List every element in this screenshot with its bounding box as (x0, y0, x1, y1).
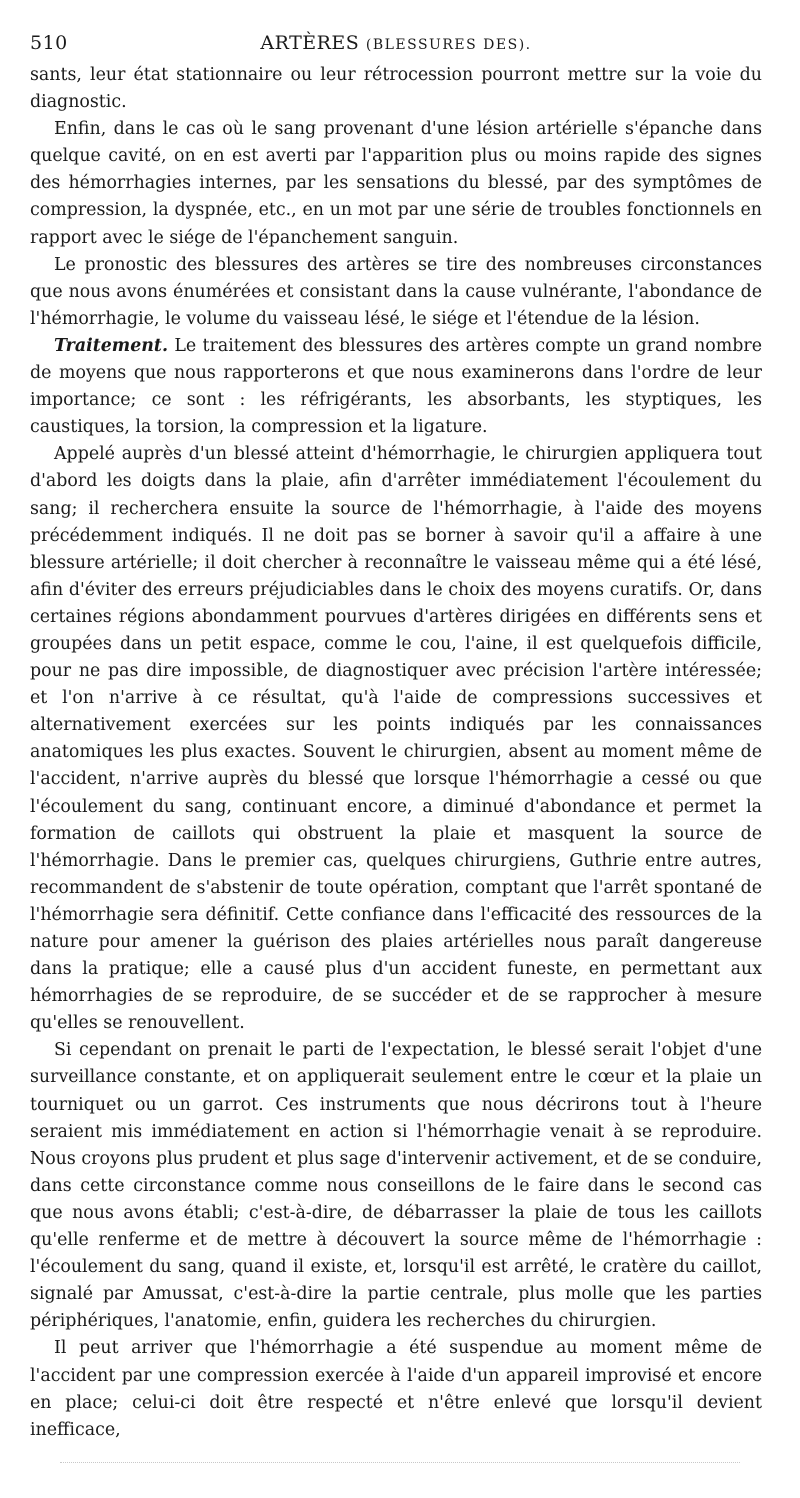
page-header (30, 32, 762, 62)
paragraph-surgeon-called: Appelé auprès d'un blessé atteint d'hémorrhagie, le chirurgien appliquera tout d'abord les doigts dans la plaie, afin d'arrêter immédiatement l'écoulement du sang; il recherchera ensuite la source de l'hémorrhagie, à l'aide des moyens précédemment indiqués. Il ne doit pas se borner à savoir qu'il a affaire à une blessure artérielle; il doit chercher à reconnaître le vaisseau même qui a été lésé, afin d'éviter des erreurs préjudiciables dans le choix des moyens curatifs. Or, dans certaines régions abondamment pourvues d'artères dirigées en différents sens et groupées dans un petit espace, comme le cou, l'aine, il est quelquefois difficile, pour ne pas dire impossible, de diagnostiquer avec précision l'artère intéressée; et l'on n'arrive à ce résultat, qu'à l'aide de compressions successives et alternativement exercées sur les points indiqués par les connaissances anatomiques les plus exactes. Souvent le chirurgien, absent au moment même de l'accident, n'arrive auprès du blessé que lorsque l'hémorrhagie a cessé ou que l'écoulement du sang, continuant encore, a diminué d'abondance et permet la formation de caillots qui obstruent la plaie et masquent la source de l'hémorrhagie. Dans le premier cas, quelques chirurgiens, Guthrie entre autres, recommandent de s'abstenir de toute opération, comptant que l'arrêt spontané de l'hémorrhagie sera définitif. Cette confiance dans l'efficacité des ressources de la nature pour amener la guérison des plaies artérielles nous paraît dangereuse dans la pratique; elle a causé plus d'un accident funeste, en permettant aux hémorrhagies de se reproduire, de se succéder et de se rapprocher à mesure qu'elles se renouvellent. (30, 444, 762, 1034)
running-title-subtitle: (BLESSURES DES). (365, 37, 532, 53)
paragraph-prognosis: Le pronostic des blessures des artères se tire des nombreuses circonstances que nous avons énumérées et consistant dans la cause vulnérante, l'abondance de l'hémorrhagie, le volume du vaisseau lésé, le siége et l'étendue de la lésion. (30, 254, 762, 329)
paragraph-internal-bleeding: Enfin, dans le cas où le sang provenant d'une lésion artérielle s'épanche dans quelque cavité, on en est averti par l'apparition plus ou moins rapide des signes des hémorrhagies internes, par les sensations du blessé, par des symptômes de compression, la dyspnée, etc., en un mot par une série de troubles fonctionnels en rapport avec le siége de l'épanchement sanguin. (30, 119, 762, 248)
book-page (30, 32, 762, 1444)
running-title-main: ARTÈRES (260, 32, 360, 54)
paragraph-compression: Il peut arriver que l'hémorrhagie a été suspendue au moment même de l'accident par une compression exercée à l'aide d'un appareil improvisé et encore en place; celui-ci doit être respecté et n'être enlevé que lorsqu'il devient inefficace, (30, 1338, 762, 1440)
running-title (30, 32, 762, 54)
paragraph-treatment: Traitement. Le traitement des blessures des artères compte un grand nombre de moyens que nous rapporterons et que nous examinerons dans l'ordre de leur importance; ce sont : les réfrigérants, les absorbants, les styptiques, les caustiques, la torsion, la compression et la ligature. (30, 335, 762, 438)
paragraph-continued: sants, leur état stationnaire ou leur rétrocession pourront mettre sur la voie du diagnostic. (30, 65, 762, 113)
paragraph-expectation: Si cependant on prenait le parti de l'expectation, le blessé serait l'objet d'une surveillance constante, et on appliquerait seulement entre le cœur et la plaie un tourniquet ou un garrot. Ces instruments que nous décrirons tout à l'heure seraient mis immédiatement en action si l'hémorrhagie venait à se reproduire. Nous croyons plus prudent et plus sage d'intervenir activement, et de se conduire, dans cette circonstance comme nous conseillons de le faire dans le second cas que nous avons établi; c'est-à-dire, de débarrasser la plaie de tous les caillots qu'elle renferme et de mettre à découvert la source même de l'hémorrhagie : l'écoulement du sang, quand il existe, et, lorsqu'il est arrêté, le cratère du caillot, signalé par Amussat, c'est-à-dire la partie centrale, plus molle que les parties périphériques, l'anatomie, enfin, guidera les recherches du chirurgien. (30, 1040, 762, 1332)
page-body (30, 62, 762, 1444)
page-number: 510 (30, 32, 68, 54)
bottom-margin-divider (60, 1462, 740, 1463)
section-heading-traitement: Traitement. (54, 335, 169, 356)
